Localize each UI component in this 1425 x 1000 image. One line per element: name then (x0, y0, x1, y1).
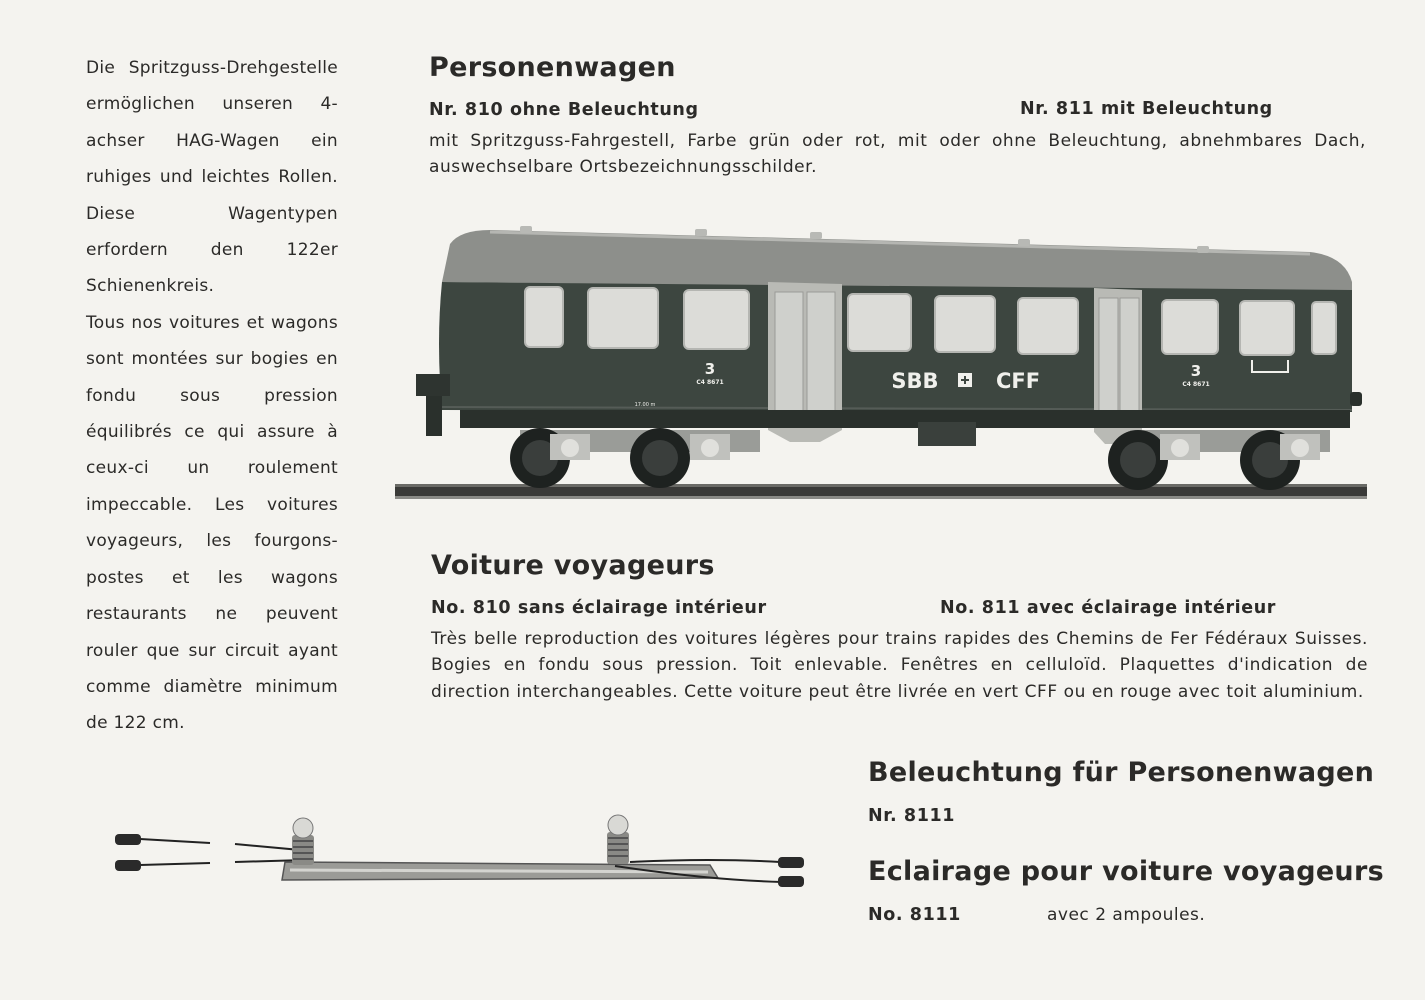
personenwagen-item-811: Nr. 811 mit Beleuchtung (1020, 99, 1273, 119)
personenwagen-item-810: Nr. 810 ohne Beleuchtung (429, 100, 699, 120)
coach-class-right: 3 (1190, 362, 1202, 380)
coach-roof (442, 230, 1352, 292)
coach-operator-left: SBB (891, 369, 939, 393)
coach-operator-right: CFF (995, 369, 1041, 393)
eclairage-number: No. 8111 (868, 905, 961, 925)
coach-length-mark: 17.00 m (634, 402, 656, 408)
voiture-item-810: No. 810 sans éclairage intérieur (431, 598, 767, 618)
passenger-coach-drawing (390, 222, 1370, 512)
lighting-strip-image (110, 810, 810, 895)
rail (395, 487, 1367, 496)
eclairage-note: avec 2 ampoules. (1047, 905, 1206, 925)
eclairage-title: Eclairage pour voiture voyageurs (868, 856, 1384, 887)
voiture-description: Très belle reproduction des voitures légères pour trains rapides des Chemins de Fer Fédéraux Suisses. Bogies en fondu sous pression. Toit enlevable. Fenêtres en celluloïd. Plaquettes d'indication de direction interchangeables. Cette voiture peut être livrée en vert CFF ou en rouge avec toit aluminium. (431, 629, 1368, 702)
bulb-icon (607, 815, 629, 864)
beleuchtung-title: Beleuchtung für Personenwagen (868, 757, 1375, 788)
coach-number-left: C4 8671 (696, 379, 724, 386)
sidebar-paragraph-french: Tous nos voitures et wagons sont montées sur bogies en fondu sous pression équilibrés ce qui assure à ceux-ci un roulement impeccable. Les voitures voyageurs, les fourgons-postes et les wagons restaurants ne peuvent rouler que sur circuit ayant comme diamètre minimum de 122 cm. (86, 312, 338, 734)
lighting-strip-drawing (110, 810, 810, 895)
voiture-title: Voiture voyageurs (431, 550, 715, 581)
bulb-icon (292, 818, 314, 865)
personenwagen-description: mit Spritzguss-Fahrgestell, Farbe grün oder rot, mit oder ohne Beleuchtung, abnehmbares Dach, auswechselbare Ortsbezeichnungsschilder. (429, 131, 1366, 178)
sidebar-text (86, 50, 338, 742)
beleuchtung-number: Nr. 8111 (868, 806, 956, 826)
coach-number-right: C4 8671 (1182, 381, 1210, 388)
voiture-item-811: No. 811 avec éclairage intérieur (940, 598, 1277, 618)
personenwagen-title: Personenwagen (429, 52, 676, 83)
passenger-coach-image (390, 222, 1370, 512)
coach-class-left: 3 (704, 360, 716, 378)
sidebar-paragraph-german: Die Spritzguss-Drehgestelle ermöglichen unseren 4-achser HAG-Wagen ein ruhiges und leichtes Rollen. Diese Wagentypen erfordern den 122er Schienenkreis. (86, 58, 338, 297)
